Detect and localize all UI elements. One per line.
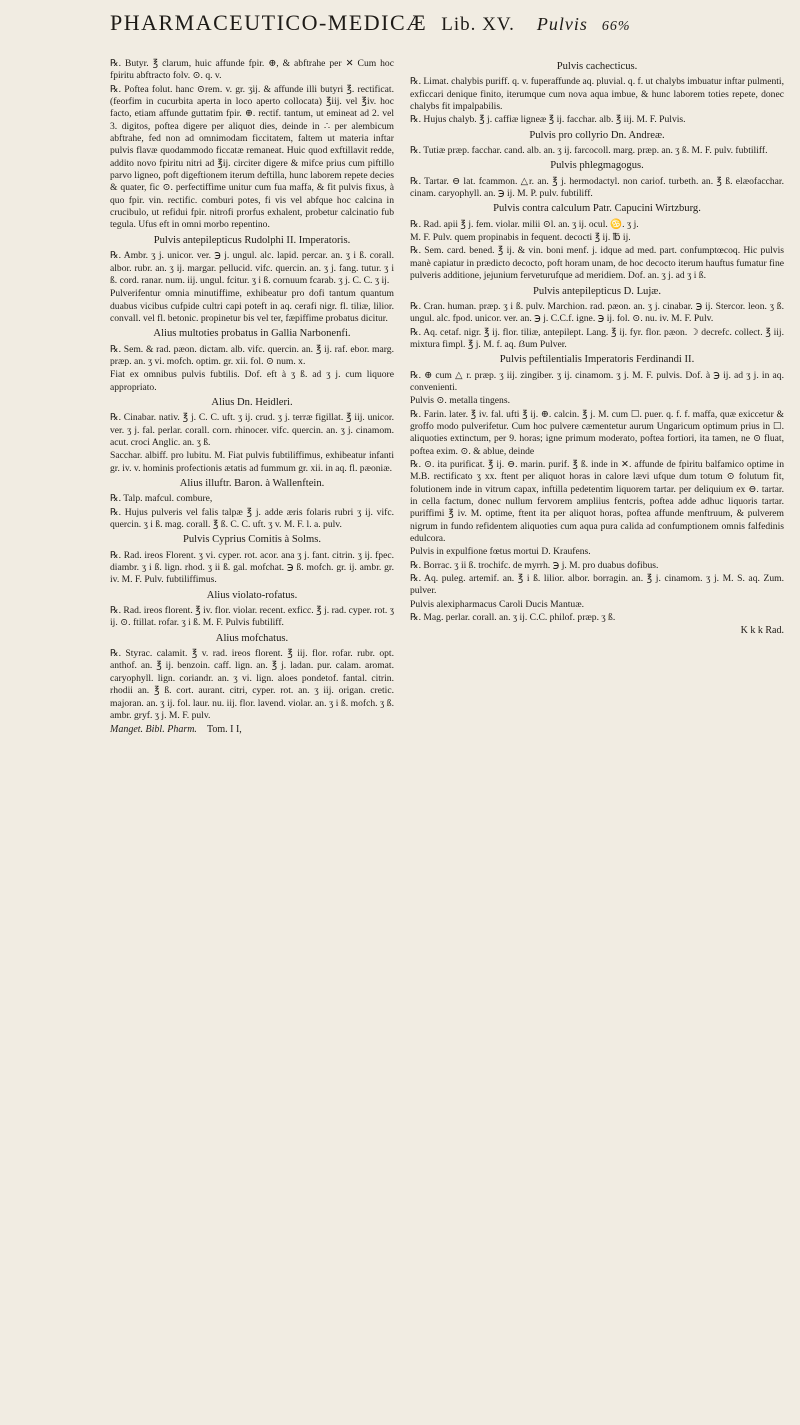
recipe-paragraph: ℞. ⊙. ita purificat. ℥ ij. ⊖. marin. purif. ℥ ß. inde in ✕. affunde de fpiritu balfamico optime in M.B. rectificato ʒ xx. ftent per aliquot horas in calore lævi ufque dum totum ⊙ folutum fit, folutionem inde in vitrum capax, inftilla pedetentim liquorem tartar. per deliquium ex ⊖. tartar. in cella factum, donec nullum fervorem ampliius fentcris, poftea adde adhuc liquoris tartar. puriffimi ℥ iv. M. optime, ftent ita per aliquot horas, poftea affunde menftruum, & pulverem nigrum in fundo refidentem aliquoties cum aqua pura calida ad confumptionem omnis falfedinis edulcora. (410, 458, 784, 545)
recipe-paragraph: ℞. Tutiæ præp. facchar. cand. alb. an. ʒ ij. farcocoll. marg. præp. an. ʒ ß. M. F. pulv. fubtiliff. (410, 145, 768, 157)
recipe-paragraph: ℞. Cran. human. præp. ʒ i ß. pulv. Marchion. rad. pæon. an. ʒ j. cinabar. ℈ ij. Stercor. leon. ʒ ß. ungul. alc. fpod. unicor. ver. an. ℈ j. C.C.f. igne. ℈ ij. fol. ⊙. nu. iv. M. F. Pulv. (410, 300, 784, 325)
signature-catchword: K k k Rad. (740, 625, 784, 637)
recipe-paragraph: ℞. Hujus chalyb. ℥ j. caffiæ ligneæ ℥ ij. facchar. alb. ℥ iij. M. F. Pulvis. (410, 114, 686, 126)
recipe-heading: Pulvis antepilepticus Rudolphi II. Imperatoris. (153, 234, 351, 246)
recipe-heading: Alius mofchatus. (215, 632, 289, 644)
recipe-heading: Pulvis phlegmagogus. (550, 160, 644, 172)
recipe-paragraph: ℞. Limat. chalybis puriff. q. v. fuperaffunde aq. pluvial. q. f. ut chalybs imbuatur inftar pulmenti, exficcari denique finito, iterumque cum nova aqua imbue, & hunc laborem toties repete, donec chalybs fit impalpabilis. (410, 76, 784, 113)
recipe-paragraph: ℞. Rad. ireos Florent. ʒ vi. cyper. rot. acor. ana ʒ j. fant. citrin. ʒ ij. fpec. diambr. ʒ i ß. lign. rhod. ʒ ii ß. gal. mofchat. ℈ ß. mofch. gr. ij. ambr. gr. iv. M. F. Pulv. fubtiliffimus. (110, 549, 394, 586)
recipe-paragraph: ℞. Rad. apii ℥ j. fem. violar. milii ⊙l. an. ʒ ij. ocul. ♋. ʒ j. (410, 218, 639, 230)
recipe-paragraph: ℞. Talp. mafcul. combure, (110, 493, 213, 505)
recipe-paragraph: ℞. Styrac. calamit. ℥ v. rad. ireos florent. ℥ iij. flor. rofar. rubr. opt. anthof. an. ℥ ij. benzoin. caff. lign. an. ℥ j. ladan. pur. calam. aromat. caryophyll. lign. coriandr. an. ʒ vi. lign. aloes pondetof. fantal. citrin. rhodii an. ℥ ß. cort. aurant. citri, cyper. rot. an. ʒ iij. origan. cretic. majoran. an. ʒ ij. fol. laur. nu. iij. flor. lavend. violar. an. ʒ i ß. mofch. ʒ ß. ambr. gryf. ʒ j. M. F. pulv. (110, 648, 394, 721)
recipe-paragraph: Pulvis ⊙. metalla tingens. (410, 395, 510, 407)
recipe-paragraph: ℞. Mag. perlar. corall. an. ʒ ij. C.C. philof. præp. ʒ ß. (410, 612, 616, 624)
recipe-paragraph: ℞. Borrac. ʒ ii ß. trochifc. de myrrh. ℈ j. M. pro duabus dofibus. (410, 559, 659, 571)
recipe-heading: Pulvis antepilepticus D. Lujæ. (533, 285, 661, 297)
recipe-paragraph: ℞. Farin. later. ℥ iv. fal. ufti ℥ ij. ⊕. calcin. ℥ j. M. cum ☐. puer. q. f. f. maffa, quæ exiccetur & groffo modo pulverifetur. Cum hoc pulvere cæmentetur aurum Ungaricum optimum prius in ☐. aliquoties extinctum, per 9. horas; igne primum moderato, poftea fortiori, ita tamen, ne ⊙ fluat, poftea exim. ⊙. & ablue, deinde (410, 408, 784, 457)
recipe-paragraph: Pulvis in expulfione fœtus mortui D. Kraufens. (410, 546, 591, 558)
recipe-heading: Pulvis Cyprius Comitis à Solms. (182, 534, 322, 546)
running-title: PHARMACEUTICO-MEDICÆ (110, 10, 428, 35)
recipe-paragraph: ℞. Rad. ireos florent. ℥ iv. flor. violar. recent. exficc. ℥ j. rad. cyper. rot. ʒ ij. ⊙. ftillat. rofar. ʒ i ß. M. F. Pulvis fubtiliff. (110, 605, 394, 629)
recipe-heading: Pulvis peftilentialis Imperatoris Ferdinandi II. (499, 354, 695, 366)
recipe-paragraph: Fiat ex omnibus pulvis fubtilis. Dof. eft à ʒ ß. ad ʒ j. cum liquore appropriato. (110, 369, 394, 393)
page-number: 66% (601, 19, 631, 34)
recipe-paragraph: Pulvis alexipharmacus Caroli Ducis Mantuæ. (410, 598, 584, 610)
recipe-paragraph: ℞. Sem. & rad. pæon. dictam. alb. vifc. quercin. an. ℥ ij. raf. ebor. marg. præp. an. ʒ vi. mofch. optim. gr. xii. fol. ⊙ num. x. (110, 343, 394, 367)
recipe-paragraph: ℞. Aq. cetaf. nigr. ℥ ij. flor. tiliæ, antepilept. Lang. ℥ ij. fyr. flor. pæon. ☽ decrefc. collect. ℥ iij. mixtura fimpl. ℥ j. M. f. aq. ẞum Pulver. (410, 326, 784, 350)
footer-volume: Tom. I I, (206, 724, 242, 736)
left-column (110, 58, 394, 738)
recipe-heading: Pulvis cachecticus. (556, 61, 638, 72)
recipe-paragraph: ℞. Cinabar. nativ. ℥ j. C. C. uft. ʒ ij. crud. ʒ j. terræ figillat. ℥ iij. unicor. ver. ʒ j. fal. perlar. corall. corn. rhinocer. vifc. quercin. an. ʒ j. cinamom. acut. croci Anglic. an. ʒ ß. (110, 412, 394, 448)
recipe-heading: Pulvis contra calculum Patr. Capucini Wirtzburg. (493, 203, 701, 215)
recipe-paragraph: ℞. Ambr. ʒ j. unicor. ver. ℈ j. ungul. alc. lapid. percar. an. ʒ i ß. corall. albor. rubr. an. ʒ ij. margar. pellucid. vifc. quercin. an. ʒ j. fang. tutur. ʒ i ß. cord. ranar. num. iij. ungul. fcitur. ʒ i ß. cornuum fcarab. ʒ j. C. C. ʒ ij. (110, 250, 394, 286)
recipe-paragraph: ℞. ⊕ cum △ r. præp. ʒ iij. zingiber. ʒ ij. cinamom. ʒ j. M. F. pulvis. Dof. à ℈ ij. ad ʒ j. in aq. convenienti. (410, 369, 784, 393)
recipe-paragraph: M. F. Pulv. quem propinabis in fequent. decocti ℥ ij. ℔ ij. (410, 232, 631, 244)
catchword-header: Pulvis (536, 14, 588, 34)
recipe-paragraph: ℞. Aq. puleg. artemif. an. ℥ i ß. lilior. albor. borragin. an. ℥ j. cinamom. ʒ j. M. S. aq. Zum. pulver. (410, 573, 784, 597)
right-column (410, 58, 784, 639)
recipe-paragraph: ℞. Hujus pulveris vel falis talpæ ℥ j. adde æris folaris rubri ʒ ij. vifc. quercin. ʒ i ß. mag. corall. ℥ ß. C. C. uft. ʒ v. M. F. l. a. pulv. (110, 506, 394, 531)
book-number: Lib. XV. (441, 14, 515, 35)
recipe-heading: Alius multoties probatus in Gallia Narbonenfi. (153, 328, 351, 340)
recipe-heading: Alius illuftr. Baron. à Wallenftein. (179, 478, 325, 489)
recipe-paragraph: ℞. Butyr. ℥ clarum, huic affunde fpir. ⊕, & abftrahe per ✕ Cum hoc fpiritu abftracto folv. ⊙. q. v. (110, 58, 394, 82)
running-header (110, 10, 790, 50)
recipe-paragraph: ℞. Poftea folut. hanc ⊙rem. v. gr. ʒij. & affunde illi butyri ℥. rectificat. (feorfim in cucurbita aperta in loco aperto collocata) ℥iij. vel ℥iv. hoc facto, etiam affunde guttatim fpir. ⊕. rectif. tantum, ut emineat ad 2. vel 3. digitos, poftea digere per aliquot dies, deinde in ∴ per alembicum abftrahe, fed non ad omnimodam ficcitatem, faltem ut materia inftar pulvis flavæ quodammodo ficcatæ remaneat. Huic quod exftillavit redde, addito novo fpiritu nitri ad ℥ij. circiter digere & mifce prius cum piftillo parvo ligneo, poft digeftionem iterum deftilla, hunc laborem repete decies & quater, fic ⊙. perfectiffime unitur cum fua maffa, & fit pulvis fixus, à quo fpir. vin. rectific. comburi potes, fi vis vel abfque hoc calcina in crucibulo, ut refidui fpir. nitrofi prorfus exhalent, probetur calcinatio fub tegula. Ufus eft in omni morbo repentino. (110, 83, 394, 231)
recipe-heading: Alius Dn. Heidleri. (211, 396, 293, 408)
recipe-paragraph: ℞. Sem. card. bened. ℥ ij. & vin. boni menf. j. idque ad med. part. confumptœcoq. Hic pulvis manè capiatur in prædicto decocto, poft horam unam, de hoc decocto iterum hauftus fumatur fine pulveris additione, jejunium ferveturufque ad meridiem. Dof. an. ʒ j. ad ʒ i ß. (410, 245, 784, 282)
recipe-paragraph: ℞. Tartar. ⊖ lat. fcammon. △r. an. ℥ j. hermodactyl. non cariof. turbeth. an. ℥ ß. elæofacchar. cinam. caryophyll. an. ℈ ij. M. P. pulv. fubtiliff. (410, 175, 784, 200)
recipe-heading: Pulvis pro collyrio Dn. Andreæ. (529, 129, 665, 141)
recipe-heading: Alius violato-rofatus. (206, 589, 298, 601)
recipe-paragraph: Pulverifentur omnia minutiffime, exhibeatur pro dofi tantum quantum duabus vicibus cufpide cultri capi poteft in aq. cerafi nigr. fl. tiliæ, lilior. convall. vel fl. betonic. propinetur bis vel ter, fæpiffime probatus dicitur. (110, 288, 394, 324)
recipe-paragraph: Sacchar. albiff. pro lubitu. M. Fiat pulvis fubtiliffimus, exhibeatur infanti gr. iv. v. hominis profectionis ætatis ad fummum gr. xii. in aq. fl. pæoniæ. (110, 450, 394, 474)
footer-reference: Manget. Bibl. Pharm. Tom. I I, (110, 724, 242, 736)
